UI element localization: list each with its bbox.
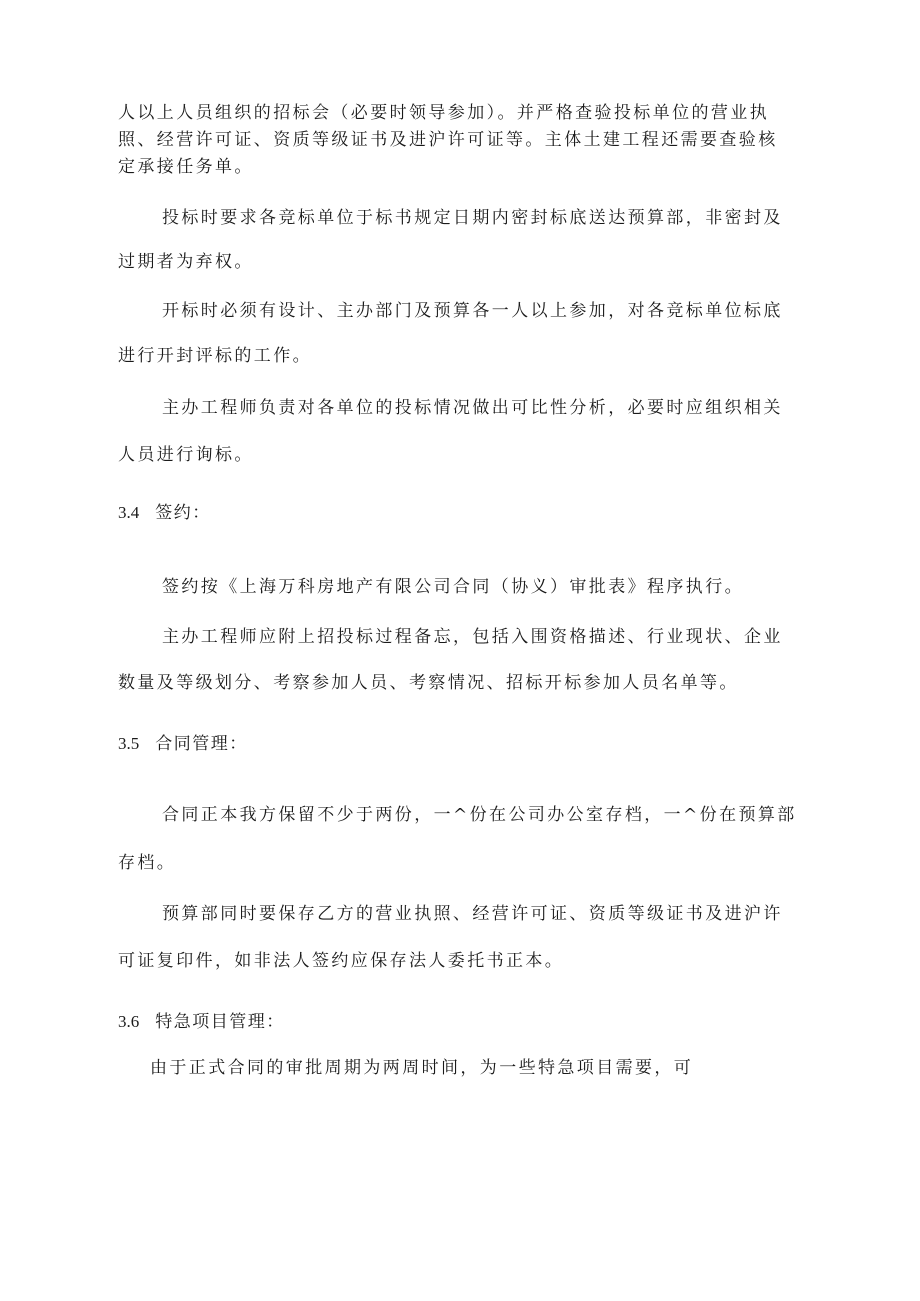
paragraph-line: 人以上人员组织的招标会（必要时领导参加）。并严格查验投标单位的营业执	[118, 103, 770, 123]
paragraph-line: 由于正式合同的审批周期为两周时间，为一些特急项目需要，可	[150, 1058, 694, 1078]
paragraph-line: 合同正本我方保留不少于两份，一^份在公司办公室存档，一^份在预算部	[162, 805, 797, 825]
paragraph-line: 数量及等级划分、考察参加人员、考察情况、招标开标参加人员名单等。	[118, 673, 739, 693]
section-title: 合同管理：	[155, 734, 248, 754]
paragraph-line: 主办工程师负责对各单位的投标情况做出可比性分析，必要时应组织相关	[162, 398, 783, 418]
section-title: 特急项目管理：	[155, 1012, 285, 1032]
paragraph-line: 签约按《上海万科房地产有限公司合同（协义）审批表》程序执行。	[162, 577, 744, 597]
paragraph-line: 照、经营许可证、资质等级证书及进沪许可证等。主体土建工程还需要查验核	[118, 130, 778, 150]
section-number: 3.4	[118, 503, 140, 522]
section-title: 签约：	[155, 503, 211, 523]
paragraph-line: 预算部同时要保存乙方的营业执照、经营许可证、资质等级证书及进沪许	[162, 904, 783, 924]
paragraph-line: 存档。	[118, 853, 177, 873]
section-heading-3-4	[118, 503, 211, 523]
paragraph-line: 可证复印件，如非法人签约应保存法人委托书正本。	[118, 951, 565, 971]
paragraph-line: 主办工程师应附上招投标过程备忘，包括入围资格描述、行业现状、企业	[162, 627, 783, 647]
paragraph-line: 开标时必须有设计、主办部门及预算各一人以上参加，对各竞标单位标底	[162, 301, 783, 321]
section-number: 3.6	[118, 1012, 140, 1031]
paragraph-line: 定承接任务单。	[118, 157, 254, 177]
section-number: 3.5	[118, 734, 140, 753]
paragraph-line: 过期者为弃权。	[118, 252, 254, 272]
paragraph-line: 投标时要求各竞标单位于标书规定日期内密封标底送达预算部，非密封及	[162, 208, 783, 228]
paragraph-line: 人员进行询标。	[118, 445, 254, 465]
section-heading-3-6	[118, 1012, 285, 1032]
paragraph-line: 进行开封评标的工作。	[118, 346, 312, 366]
section-heading-3-5	[118, 734, 248, 754]
